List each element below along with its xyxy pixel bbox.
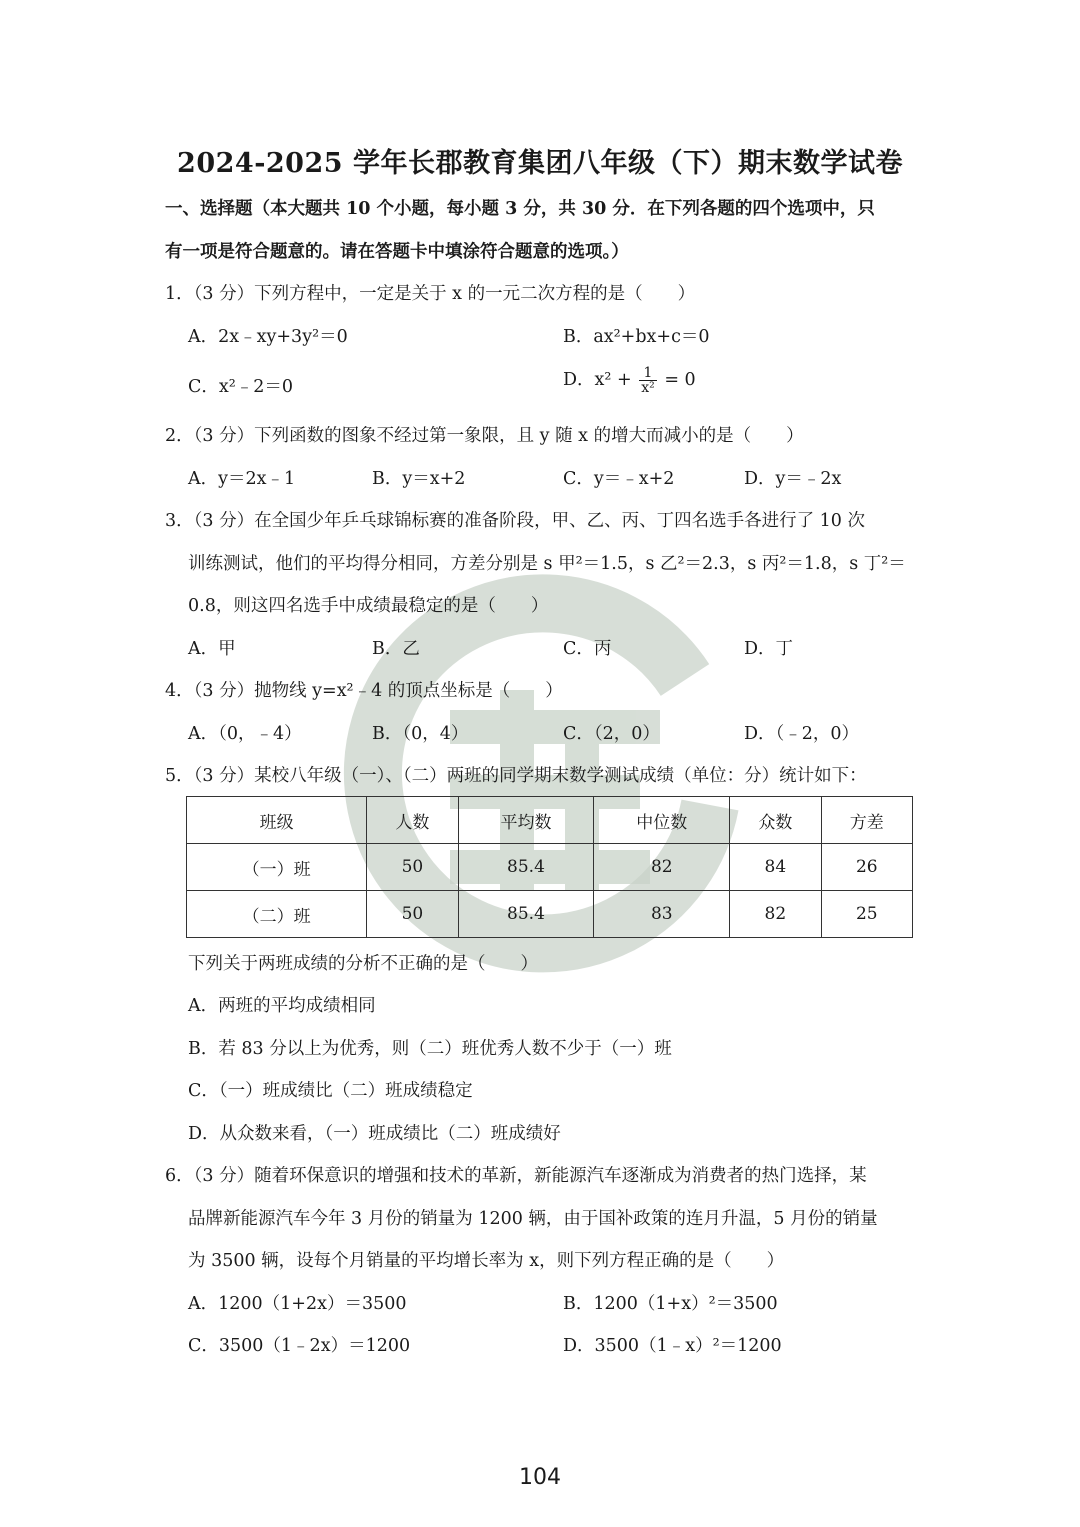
table-header-cell: 众数 bbox=[730, 797, 821, 844]
q5-option-d: D．从众数来看，（一）班成绩比（二）班成绩好 bbox=[188, 1124, 561, 1144]
q4-option-c: C．（2，0） bbox=[563, 724, 660, 744]
q3-option-c: C．丙 bbox=[563, 639, 612, 659]
table-cell: （二）班 bbox=[187, 891, 367, 938]
q1-option-d-prefix: D．x² + bbox=[563, 370, 632, 390]
q3-stem-line-3: 0.8，则这四名选手中成绩最稳定的是（ ） bbox=[188, 596, 549, 616]
q5-option-b: B．若 83 分以上为优秀，则（二）班优秀人数不少于（一）班 bbox=[188, 1039, 672, 1059]
table-cell: 26 bbox=[821, 844, 912, 891]
q4-option-b: B．（0，4） bbox=[372, 724, 469, 744]
table-cell: 82 bbox=[730, 891, 821, 938]
q1-option-d-fraction bbox=[639, 366, 657, 395]
q5-option-a: A．两班的平均成绩相同 bbox=[188, 996, 376, 1016]
q5-follow-up: 下列关于两班成绩的分析不正确的是（ ） bbox=[188, 954, 538, 974]
q1-option-a: A．2x﹣xy+3y²＝0 bbox=[188, 327, 348, 347]
table-row bbox=[187, 844, 913, 891]
q5-stem: 5．（3 分）某校八年级（一）、（二）两班的同学期末数学测试成绩（单位：分）统计如下： bbox=[165, 766, 867, 786]
q4-stem: 4．（3 分）抛物线 y=x²﹣4 的顶点坐标是（ ） bbox=[165, 681, 563, 701]
q6-stem-line-1: 6．（3 分）随着环保意识的增强和技术的革新，新能源汽车逐渐成为消费者的热门选择，某 bbox=[165, 1166, 867, 1186]
table-cell: 25 bbox=[821, 891, 912, 938]
section-heading-line-1: 一、选择题（本大题共 10 个小题，每小题 3 分，共 30 分．在下列各题的四个选项中，只 bbox=[165, 199, 875, 219]
q3-stem-line-1: 3．（3 分）在全国少年乒乓球锦标赛的准备阶段，甲、乙、丙、丁四名选手各进行了 10 次 bbox=[165, 511, 865, 531]
fraction-numerator: 1 bbox=[639, 366, 657, 381]
q6-option-a: A．1200（1+2x）＝3500 bbox=[188, 1294, 407, 1314]
table-cell: 83 bbox=[594, 891, 730, 938]
table-cell: （一）班 bbox=[187, 844, 367, 891]
table-header-cell: 班级 bbox=[187, 797, 367, 844]
q4-option-d: D．（﹣2，0） bbox=[744, 724, 860, 744]
q6-stem-line-2: 品牌新能源汽车今年 3 月份的销量为 1200 辆，由于国补政策的连月升温，5 月份的销量 bbox=[188, 1209, 878, 1229]
table-cell: 85.4 bbox=[458, 891, 594, 938]
q5-option-c: C．（一）班成绩比（二）班成绩稳定 bbox=[188, 1081, 473, 1101]
table-header-cell: 中位数 bbox=[594, 797, 730, 844]
q1-option-b: B．ax²+bx+c＝0 bbox=[563, 327, 710, 347]
table-cell: 82 bbox=[594, 844, 730, 891]
q2-stem: 2．（3 分）下列函数的图象不经过第一象限，且 y 随 x 的增大而减小的是（ ） bbox=[165, 426, 804, 446]
q3-option-a: A．甲 bbox=[188, 639, 236, 659]
page-number: 104 bbox=[519, 1465, 561, 1490]
q5-stats-table bbox=[186, 796, 913, 938]
q3-option-b: B．乙 bbox=[372, 639, 420, 659]
q4-option-a: A．（0，﹣4） bbox=[188, 724, 302, 744]
table-header-cell: 人数 bbox=[367, 797, 458, 844]
table-row bbox=[187, 891, 913, 938]
q2-option-b: B．y＝x+2 bbox=[372, 469, 466, 489]
q6-option-d: D．3500（1﹣x）²＝1200 bbox=[563, 1336, 782, 1356]
q1-option-d bbox=[563, 366, 696, 395]
table-header-cell: 方差 bbox=[821, 797, 912, 844]
table-cell: 85.4 bbox=[458, 844, 594, 891]
q3-option-d: D．丁 bbox=[744, 639, 794, 659]
table-cell: 50 bbox=[367, 844, 458, 891]
q1-option-c: C．x²﹣2＝0 bbox=[188, 377, 294, 397]
q1-stem: 1．（3 分）下列方程中，一定是关于 x 的一元二次方程的是（ ） bbox=[165, 284, 696, 304]
q1-option-d-suffix: = 0 bbox=[664, 370, 696, 390]
table-header-row bbox=[187, 797, 913, 844]
q6-option-c: C．3500（1﹣2x）＝1200 bbox=[188, 1336, 411, 1356]
q2-option-d: D．y＝﹣2x bbox=[744, 469, 842, 489]
q6-stem-line-3: 为 3500 辆，设每个月销量的平均增长率为 x，则下列方程正确的是（ ） bbox=[188, 1251, 785, 1271]
section-heading-line-2: 有一项是符合题意的。请在答题卡中填涂符合题意的选项。） bbox=[165, 242, 629, 262]
table-cell: 50 bbox=[367, 891, 458, 938]
fraction-denominator: x² bbox=[641, 380, 655, 396]
q2-option-c: C．y＝﹣x+2 bbox=[563, 469, 675, 489]
q2-option-a: A．y＝2x﹣1 bbox=[188, 469, 296, 489]
q6-option-b: B．1200（1+x）²＝3500 bbox=[563, 1294, 778, 1314]
table-cell: 84 bbox=[730, 844, 821, 891]
q3-stem-line-2: 训练测试，他们的平均得分相同，方差分别是 s 甲²＝1.5，s 乙²＝2.3，s 丙²＝1.8，s 丁²＝ bbox=[188, 554, 906, 574]
exam-title: 2024-2025 学年长郡教育集团八年级（下）期末数学试卷 bbox=[177, 148, 903, 179]
table-header-cell: 平均数 bbox=[458, 797, 594, 844]
